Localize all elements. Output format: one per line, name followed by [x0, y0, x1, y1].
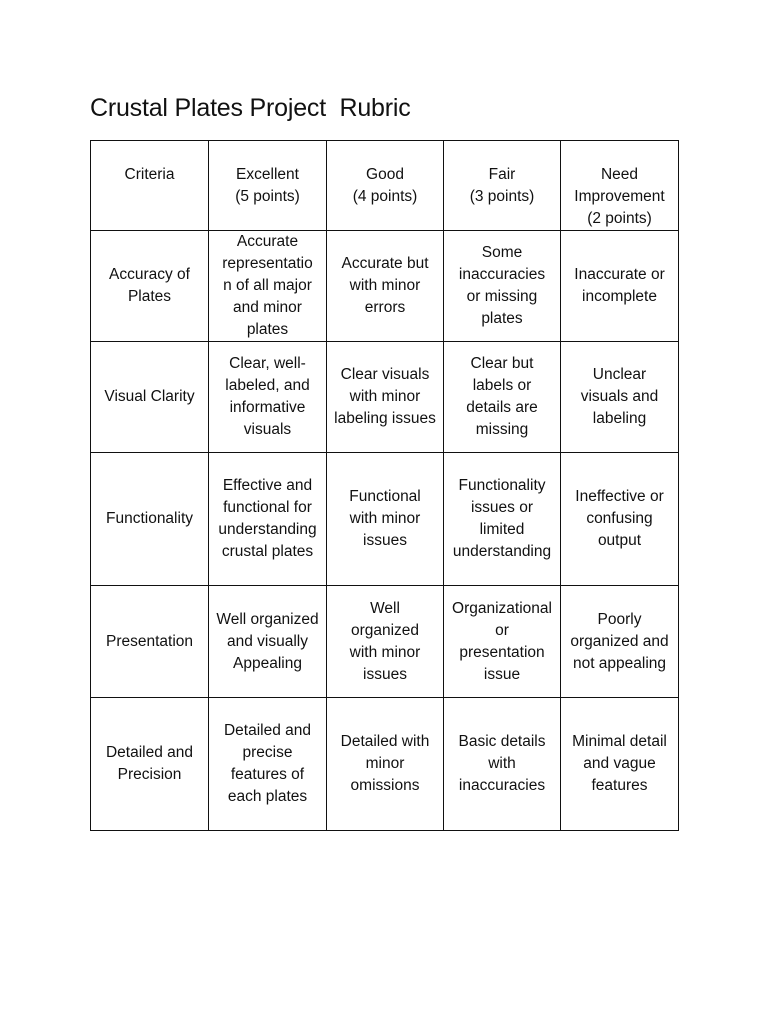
header-fair	[444, 141, 561, 231]
criteria-cell	[91, 586, 209, 698]
criteria-label: Detailed and Precision	[105, 744, 194, 783]
header-good	[327, 141, 444, 231]
good-text: Well organized with minor issues	[349, 599, 421, 683]
table-row	[91, 698, 679, 831]
good-cell	[327, 342, 444, 453]
header-need-improvement-label: Need Improvement (2 points)	[574, 166, 665, 227]
excellent-text: Detailed and precise features of each plates	[223, 722, 312, 805]
criteria-cell	[91, 453, 209, 586]
header-excellent	[209, 141, 327, 231]
excellent-text: Well organized and visually Appealing	[216, 610, 319, 672]
good-cell	[327, 231, 444, 342]
document-title: Crustal Plates Project Rubric	[90, 94, 411, 122]
excellent-cell	[209, 453, 327, 586]
criteria-cell	[91, 342, 209, 453]
header-need-improvement	[561, 141, 679, 231]
table-row	[91, 586, 679, 698]
excellent-cell	[209, 231, 327, 342]
fair-cell	[444, 231, 561, 342]
header-criteria	[91, 141, 209, 231]
header-excellent-label: Excellent (5 points)	[235, 166, 300, 205]
fair-text: Functionality issues or limited understanding	[452, 477, 552, 560]
need-improvement-text: Minimal detail and vague features	[572, 733, 667, 794]
fair-text: Basic details with inaccuracies	[458, 733, 546, 794]
table-row	[91, 342, 679, 453]
criteria-label: Visual Clarity	[104, 388, 195, 405]
fair-text: Clear but labels or details are missing	[466, 355, 538, 438]
fair-cell	[444, 698, 561, 831]
excellent-text: Accurate representatio n of all major and minor plates	[222, 233, 313, 338]
need-improvement-cell	[561, 586, 679, 698]
good-cell	[327, 586, 444, 698]
need-improvement-cell	[561, 453, 679, 586]
header-good-label: Good (4 points)	[352, 166, 418, 205]
good-text: Accurate but with minor errors	[341, 255, 429, 316]
good-cell	[327, 453, 444, 586]
excellent-cell	[209, 698, 327, 831]
need-improvement-text: Unclear visuals and labeling	[580, 366, 659, 427]
good-cell	[327, 698, 444, 831]
table-row	[91, 231, 679, 342]
fair-cell	[444, 342, 561, 453]
criteria-label: Functionality	[105, 510, 193, 527]
good-text: Clear visuals with minor labeling issues	[334, 366, 436, 427]
criteria-cell	[91, 231, 209, 342]
fair-text: Some inaccuracies or missing plates	[458, 244, 546, 327]
need-improvement-cell	[561, 231, 679, 342]
fair-text: Organizational or presentation issue	[452, 599, 552, 683]
header-row	[91, 141, 679, 231]
excellent-text: Effective and functional for understanding crustal plates	[218, 477, 317, 560]
need-improvement-cell	[561, 698, 679, 831]
table-row	[91, 453, 679, 586]
fair-cell	[444, 453, 561, 586]
header-fair-label: Fair (3 points)	[469, 166, 535, 205]
fair-cell	[444, 586, 561, 698]
excellent-text: Clear, well- labeled, and informative visuals	[225, 355, 310, 438]
header-criteria-label: Criteria	[124, 166, 175, 183]
need-improvement-text: Poorly organized and not appealing	[570, 610, 669, 672]
need-improvement-text: Inaccurate or incomplete	[574, 266, 665, 305]
rubric-table	[90, 140, 679, 831]
excellent-cell	[209, 342, 327, 453]
good-text: Detailed with minor omissions	[340, 733, 430, 794]
criteria-label: Accuracy of Plates	[109, 266, 190, 305]
good-text: Functional with minor issues	[349, 488, 421, 549]
excellent-cell	[209, 586, 327, 698]
need-improvement-text: Ineffective or confusing output	[575, 488, 664, 549]
criteria-cell	[91, 698, 209, 831]
criteria-label: Presentation	[105, 632, 194, 650]
need-improvement-cell	[561, 342, 679, 453]
